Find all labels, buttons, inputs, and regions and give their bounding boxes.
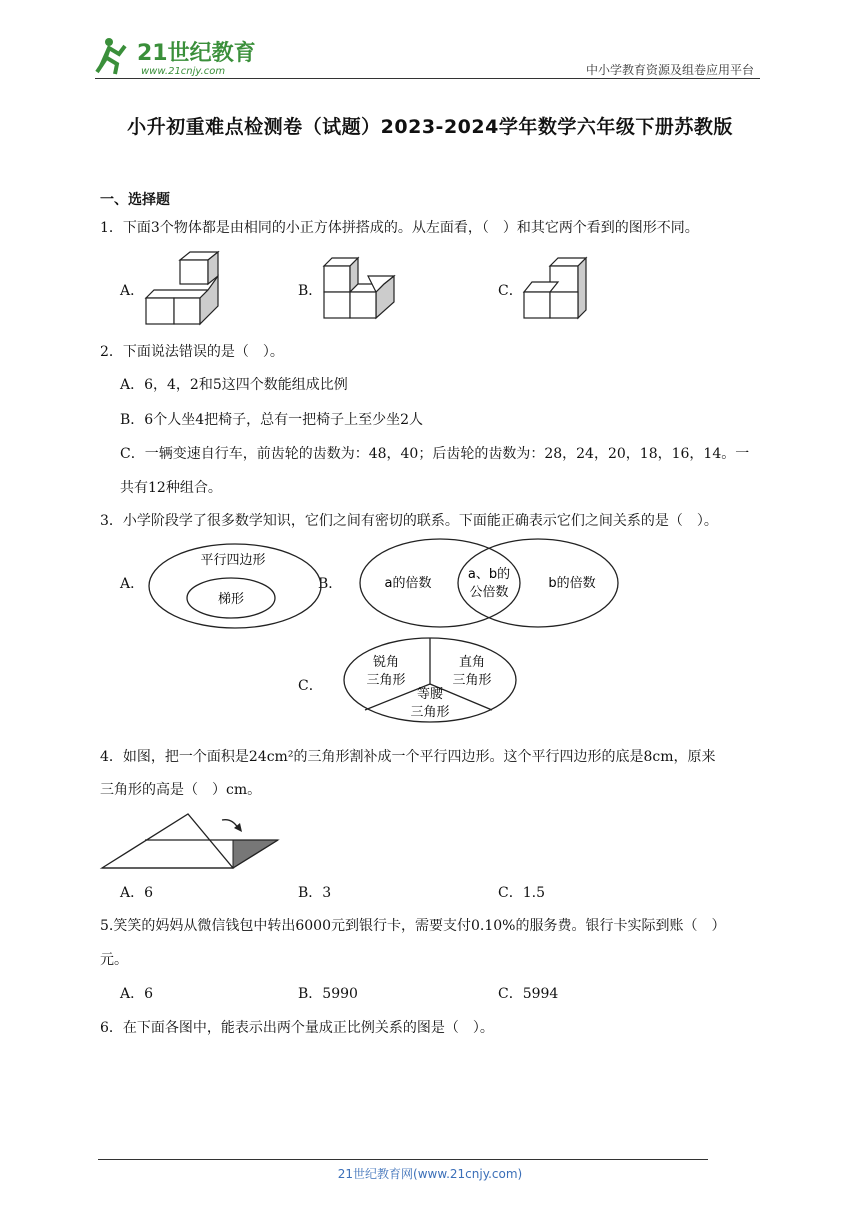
q5-option-a: A．6 bbox=[120, 986, 154, 1002]
right-triangle-label-1: 直角 bbox=[458, 655, 486, 670]
isosceles-triangle-label-1: 等腰 bbox=[416, 687, 444, 702]
q3-option-b-label: B． bbox=[318, 576, 343, 592]
q1-option-a-label: A． bbox=[120, 283, 145, 299]
q5-option-b: B．5990 bbox=[298, 986, 358, 1002]
acute-triangle-label-2: 三角形 bbox=[366, 673, 406, 688]
section-heading: 一、选择题 bbox=[100, 192, 170, 208]
logo-main: 21世纪教育 bbox=[137, 41, 256, 66]
q5-option-c: C．5994 bbox=[498, 986, 559, 1002]
q3-diagram-b bbox=[358, 536, 620, 630]
q4-option-b: B．3 bbox=[298, 885, 332, 901]
footer-link[interactable]: 21世纪教育网(www.21cnjy.com) bbox=[337, 1167, 523, 1181]
q4-option-c: C．1.5 bbox=[498, 885, 545, 901]
q1-option-c-label: C． bbox=[498, 283, 523, 299]
footer-divider bbox=[98, 1159, 708, 1160]
q3-option-c-label: C． bbox=[298, 678, 323, 694]
trapezoid-label: 梯形 bbox=[217, 592, 245, 607]
isosceles-triangle-label-2: 三角形 bbox=[410, 705, 450, 720]
parallelogram-label: 平行四边形 bbox=[200, 553, 266, 568]
q5-stem-line2: 元。 bbox=[100, 952, 128, 968]
multiple-b-label: b的倍数 bbox=[548, 576, 596, 591]
platform-name: 中小学教育资源及组卷应用平台 bbox=[585, 63, 754, 77]
q5-stem-line1: 5.笑笑的妈妈从微信钱包中转出6000元到银行卡，需要支付0.10%的服务费。银行卡实际到账（ ） bbox=[100, 918, 726, 934]
q3-diagram-a bbox=[145, 540, 325, 632]
site-logo bbox=[95, 32, 265, 80]
q6-stem: 6．在下面各图中，能表示出两个量成正比例关系的图是（ ）。 bbox=[100, 1020, 494, 1036]
q1-cubes-c bbox=[520, 252, 592, 326]
q1-stem: 1．下面3个物体都是由相同的小正方体拼搭成的。从左面看，（ ）和其它两个看到的图形不同。 bbox=[100, 220, 699, 236]
common-multiple-label-2: 公倍数 bbox=[469, 585, 509, 600]
page-title: 小升初重难点检测卷（试题）2023-2024学年数学六年级下册苏教版 bbox=[127, 116, 733, 138]
acute-triangle-label-1: 锐角 bbox=[372, 655, 400, 670]
common-multiple-label-1: a、b的 bbox=[467, 567, 511, 582]
q2-stem: 2．下面说法错误的是（ ）。 bbox=[100, 344, 284, 360]
q3-option-a-label: A． bbox=[120, 576, 145, 592]
runner-icon bbox=[97, 38, 125, 74]
q2-option-b: B．6个人坐4把椅子，总有一把椅子上至少坐2人 bbox=[120, 412, 424, 428]
q2-option-c-line1: C．一辆变速自行车，前齿轮的齿数为：48，40；后齿轮的齿数为：28，24，20，18，16，14。一 bbox=[120, 446, 750, 462]
right-triangle-label-2: 三角形 bbox=[452, 673, 492, 688]
multiple-a-label: a的倍数 bbox=[384, 576, 432, 591]
q1-cubes-b bbox=[318, 252, 398, 326]
q1-cubes-a bbox=[140, 250, 220, 328]
q4-triangle-figure bbox=[98, 810, 282, 872]
q3-stem: 3．小学阶段学了很多数学知识，它们之间有密切的联系。下面能正确表示它们之间关系的是（ ）。 bbox=[100, 513, 718, 529]
header-divider bbox=[95, 78, 760, 79]
q4-stem-line1: 4．如图，把一个面积是24cm²的三角形割补成一个平行四边形。这个平行四边形的底是8cm，原来 bbox=[100, 749, 716, 765]
q2-option-a: A．6，4，2和5这四个数能组成比例 bbox=[120, 377, 348, 393]
logo-sub: www.21cnjy.com bbox=[141, 66, 226, 77]
q3-diagram-c bbox=[340, 636, 520, 724]
q2-option-c-line2: 共有12种组合。 bbox=[120, 480, 222, 496]
q1-option-b-label: B． bbox=[298, 283, 323, 299]
q4-option-a: A．6 bbox=[120, 885, 154, 901]
q4-stem-line2: 三角形的高是（ ）cm。 bbox=[100, 782, 262, 798]
